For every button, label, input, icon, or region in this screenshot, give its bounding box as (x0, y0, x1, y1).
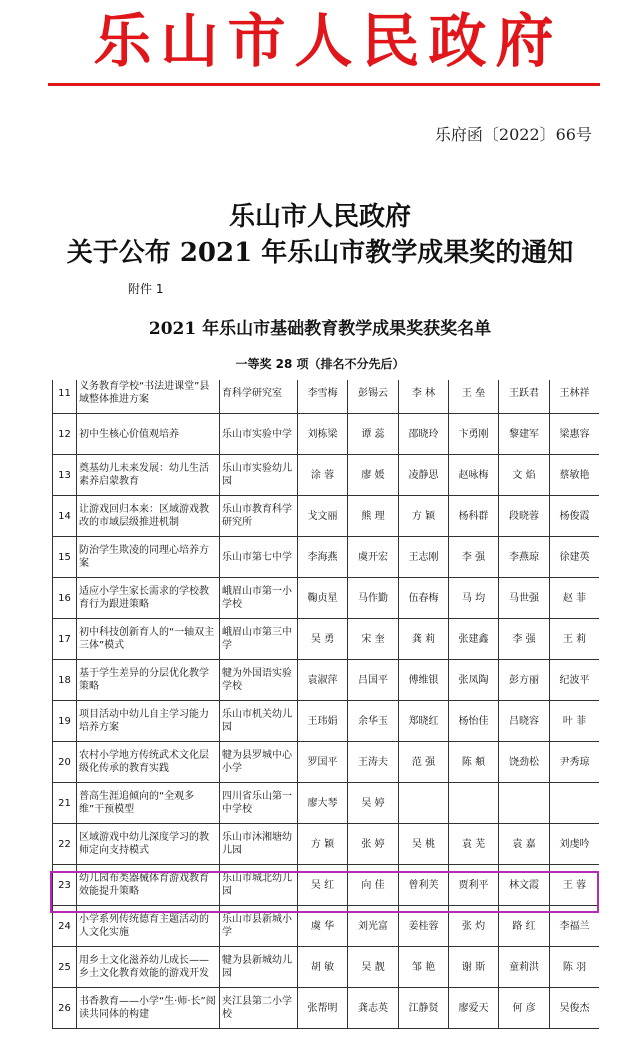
table-row (53, 906, 600, 947)
project-name: 让游戏回归本来：区域游戏教改的市域层级推进机制 (77, 496, 220, 537)
table-row (53, 660, 600, 701)
member-3: 郑晓红 (399, 701, 449, 742)
member-1: 张帮明 (298, 988, 348, 1029)
member-2: 虞开宏 (348, 537, 399, 578)
member-1: 李雪梅 (298, 380, 348, 414)
member-4: 张 灼 (449, 906, 499, 947)
project-name: 幼儿园布类器械体育游戏教育效能提升策略 (77, 865, 220, 906)
project-name: 基于学生差异的分层优化教学策略 (77, 660, 220, 701)
project-name: 农村小学地方传统武术文化层级化传承的教育实践 (77, 742, 220, 783)
member-2: 廖 媛 (348, 455, 399, 496)
row-number: 21 (53, 783, 77, 824)
section-title: 一等奖 28 项（排名不分先后） (235, 357, 405, 371)
row-number: 14 (53, 496, 77, 537)
member-4 (449, 783, 499, 824)
member-4: 王 垒 (449, 380, 499, 414)
member-4: 谢 斯 (449, 947, 499, 988)
attachment-label: 附件 1 (128, 282, 164, 296)
row-number: 13 (53, 455, 77, 496)
member-5: 童莉洪 (499, 947, 550, 988)
member-2: 熊 理 (348, 496, 399, 537)
member-5: 袁 嘉 (499, 824, 550, 865)
member-1: 罗国平 (298, 742, 348, 783)
row-number: 18 (53, 660, 77, 701)
document-number: 乐府函〔2022〕66号 (434, 125, 592, 144)
unit-name: 犍为外国语实验学校 (220, 660, 298, 701)
member-5: 饶劲松 (499, 742, 550, 783)
member-3: 龚 莉 (399, 619, 449, 660)
member-6: 赵 菲 (550, 578, 600, 619)
project-name: 适应小学生家长需求的学校教育行为跟进策略 (77, 578, 220, 619)
project-name: 区域游戏中幼儿深度学习的教师定向支持模式 (77, 824, 220, 865)
table-row (53, 496, 600, 537)
unit-name: 峨眉山市第三中学 (220, 619, 298, 660)
table-row (53, 578, 600, 619)
member-5: 何 彦 (499, 988, 550, 1029)
member-1: 吴 勇 (298, 619, 348, 660)
project-name: 小学系列传统德育主题活动的人文化实施 (77, 906, 220, 947)
member-5: 彭方丽 (499, 660, 550, 701)
member-1: 李海燕 (298, 537, 348, 578)
member-5: 李 强 (499, 619, 550, 660)
table-row (53, 455, 600, 496)
member-5 (499, 783, 550, 824)
member-6: 徐建英 (550, 537, 600, 578)
member-1: 刘栋梁 (298, 414, 348, 455)
unit-name: 犍为县新城幼儿园 (220, 947, 298, 988)
member-1: 戈文丽 (298, 496, 348, 537)
member-6: 刘虔吟 (550, 824, 600, 865)
row-number: 19 (53, 701, 77, 742)
unit-name: 乐山市实验幼儿园 (220, 455, 298, 496)
member-5: 段晓蓉 (499, 496, 550, 537)
unit-name: 乐山市实验中学 (220, 414, 298, 455)
member-6: 杨俊霞 (550, 496, 600, 537)
project-name: 项目活动中幼儿自主学习能力培养方案 (77, 701, 220, 742)
member-2: 谭 蕊 (348, 414, 399, 455)
member-2: 吴 婷 (348, 783, 399, 824)
member-1: 吴 红 (298, 865, 348, 906)
member-2: 刘光富 (348, 906, 399, 947)
member-3: 凌静思 (399, 455, 449, 496)
project-name: 防治学生欺凌的同理心培养方案 (77, 537, 220, 578)
member-2: 吴 靓 (348, 947, 399, 988)
member-1: 虞 华 (298, 906, 348, 947)
award-table-container (52, 380, 599, 1044)
member-6: 梁惠容 (550, 414, 600, 455)
member-6: 王林祥 (550, 380, 600, 414)
member-4: 赵咏梅 (449, 455, 499, 496)
member-5: 王跃君 (499, 380, 550, 414)
member-2: 余华玉 (348, 701, 399, 742)
member-3: 姜桂蓉 (399, 906, 449, 947)
unit-name: 犍为县罗城中心小学 (220, 742, 298, 783)
member-2: 龚志英 (348, 988, 399, 1029)
notice-title-line2: 关于公布 2021 年乐山市教学成果奖的通知 (66, 238, 574, 268)
unit-name: 四川省乐山第一中学校 (220, 783, 298, 824)
member-3: 李 林 (399, 380, 449, 414)
member-3: 吴 桃 (399, 824, 449, 865)
member-2: 彭锡云 (348, 380, 399, 414)
unit-name: 乐山市机关幼儿园 (220, 701, 298, 742)
row-number: 12 (53, 414, 77, 455)
member-6: 陈 羽 (550, 947, 600, 988)
notice-title-line1: 乐山市人民政府 (228, 202, 411, 232)
red-rule (48, 83, 600, 86)
member-2: 宋 奎 (348, 619, 399, 660)
member-2: 张 婷 (348, 824, 399, 865)
member-4: 杨科群 (449, 496, 499, 537)
table-row (53, 742, 600, 783)
project-name: 普高生涯追倾向的“全观多维”干预模型 (77, 783, 220, 824)
member-6: 李福兰 (550, 906, 600, 947)
member-3: 邹 艳 (399, 947, 449, 988)
award-table (52, 380, 599, 1029)
project-name: 奠基幼儿未来发展：幼儿生活素养启蒙教育 (77, 455, 220, 496)
member-6: 蔡敏艳 (550, 455, 600, 496)
member-1: 袁淑萍 (298, 660, 348, 701)
member-3: 王志刚 (399, 537, 449, 578)
member-3: 邵晓玲 (399, 414, 449, 455)
member-5: 吕晓容 (499, 701, 550, 742)
member-6: 尹秀琼 (550, 742, 600, 783)
member-1: 王玮娟 (298, 701, 348, 742)
member-5: 李燕琼 (499, 537, 550, 578)
unit-name: 乐山市县新城小学 (220, 906, 298, 947)
row-number: 25 (53, 947, 77, 988)
unit-name: 育科学研究室 (220, 380, 298, 414)
member-3: 方 颖 (399, 496, 449, 537)
row-number: 26 (53, 988, 77, 1029)
member-4: 贾利平 (449, 865, 499, 906)
unit-name: 乐山市教育科学研究所 (220, 496, 298, 537)
row-number: 22 (53, 824, 77, 865)
member-2: 向 佳 (348, 865, 399, 906)
government-name: 乐山市人民政府 (93, 7, 563, 75)
member-6: 叶 菲 (550, 701, 600, 742)
row-number: 20 (53, 742, 77, 783)
member-6: 纪波平 (550, 660, 600, 701)
member-6: 吴俊杰 (550, 988, 600, 1029)
member-3: 江静贤 (399, 988, 449, 1029)
unit-name: 乐山市城北幼儿园 (220, 865, 298, 906)
member-5: 路 红 (499, 906, 550, 947)
member-6: 王 蓉 (550, 865, 600, 906)
unit-name: 夹江县第二小学校 (220, 988, 298, 1029)
project-name: 初中生核心价值观培养 (77, 414, 220, 455)
member-3: 范 强 (399, 742, 449, 783)
unit-name: 峨眉山市第一小学校 (220, 578, 298, 619)
member-4: 袁 芜 (449, 824, 499, 865)
member-5: 林文霞 (499, 865, 550, 906)
member-5: 马世强 (499, 578, 550, 619)
member-2: 马作勤 (348, 578, 399, 619)
member-3: 伍春梅 (399, 578, 449, 619)
member-6 (550, 783, 600, 824)
table-row (53, 988, 600, 1029)
member-1: 胡 敏 (298, 947, 348, 988)
letterhead (0, 0, 640, 95)
member-4: 廖爱天 (449, 988, 499, 1029)
row-number: 16 (53, 578, 77, 619)
table-row (53, 619, 600, 660)
row-number: 17 (53, 619, 77, 660)
unit-name: 乐山市第七中学 (220, 537, 298, 578)
member-6: 王 莉 (550, 619, 600, 660)
table-row (53, 783, 600, 824)
project-name: 义务教育学校“书法进课堂”县域整体推进方案 (77, 380, 220, 414)
project-name: 书香教育——小学“生·师·长”阅读共同体的构建 (77, 988, 220, 1029)
row-number: 23 (53, 865, 77, 906)
table-row (53, 380, 600, 414)
row-number: 15 (53, 537, 77, 578)
table-row (53, 824, 600, 865)
table-row (53, 701, 600, 742)
member-3: 曾利芙 (399, 865, 449, 906)
member-3 (399, 783, 449, 824)
member-3: 傅维银 (399, 660, 449, 701)
row-number: 11 (53, 380, 77, 414)
member-4: 杨怡佳 (449, 701, 499, 742)
list-title: 2021 年乐山市基础教育教学成果奖获奖名单 (148, 319, 492, 339)
table-row (53, 865, 600, 906)
member-4: 陈 頫 (449, 742, 499, 783)
table-row (53, 947, 600, 988)
member-1: 方 颖 (298, 824, 348, 865)
row-number: 24 (53, 906, 77, 947)
table-row (53, 537, 600, 578)
project-name: 初中科技创新育人的“一轴双主三体”模式 (77, 619, 220, 660)
member-1: 鞠贞星 (298, 578, 348, 619)
member-4: 卞勇刚 (449, 414, 499, 455)
member-2: 吕国平 (348, 660, 399, 701)
member-1: 涂 蓉 (298, 455, 348, 496)
project-name: 用乡土文化滋养幼儿成长——乡土文化教育效能的游戏开发 (77, 947, 220, 988)
table-row (53, 414, 600, 455)
member-4: 李 强 (449, 537, 499, 578)
member-4: 马 均 (449, 578, 499, 619)
unit-name: 乐山市沐湘塘幼儿园 (220, 824, 298, 865)
member-1: 廖大琴 (298, 783, 348, 824)
member-4: 张建鑫 (449, 619, 499, 660)
member-2: 王涛夫 (348, 742, 399, 783)
member-5: 文 焰 (499, 455, 550, 496)
member-4: 张凤陶 (449, 660, 499, 701)
member-5: 黎建军 (499, 414, 550, 455)
